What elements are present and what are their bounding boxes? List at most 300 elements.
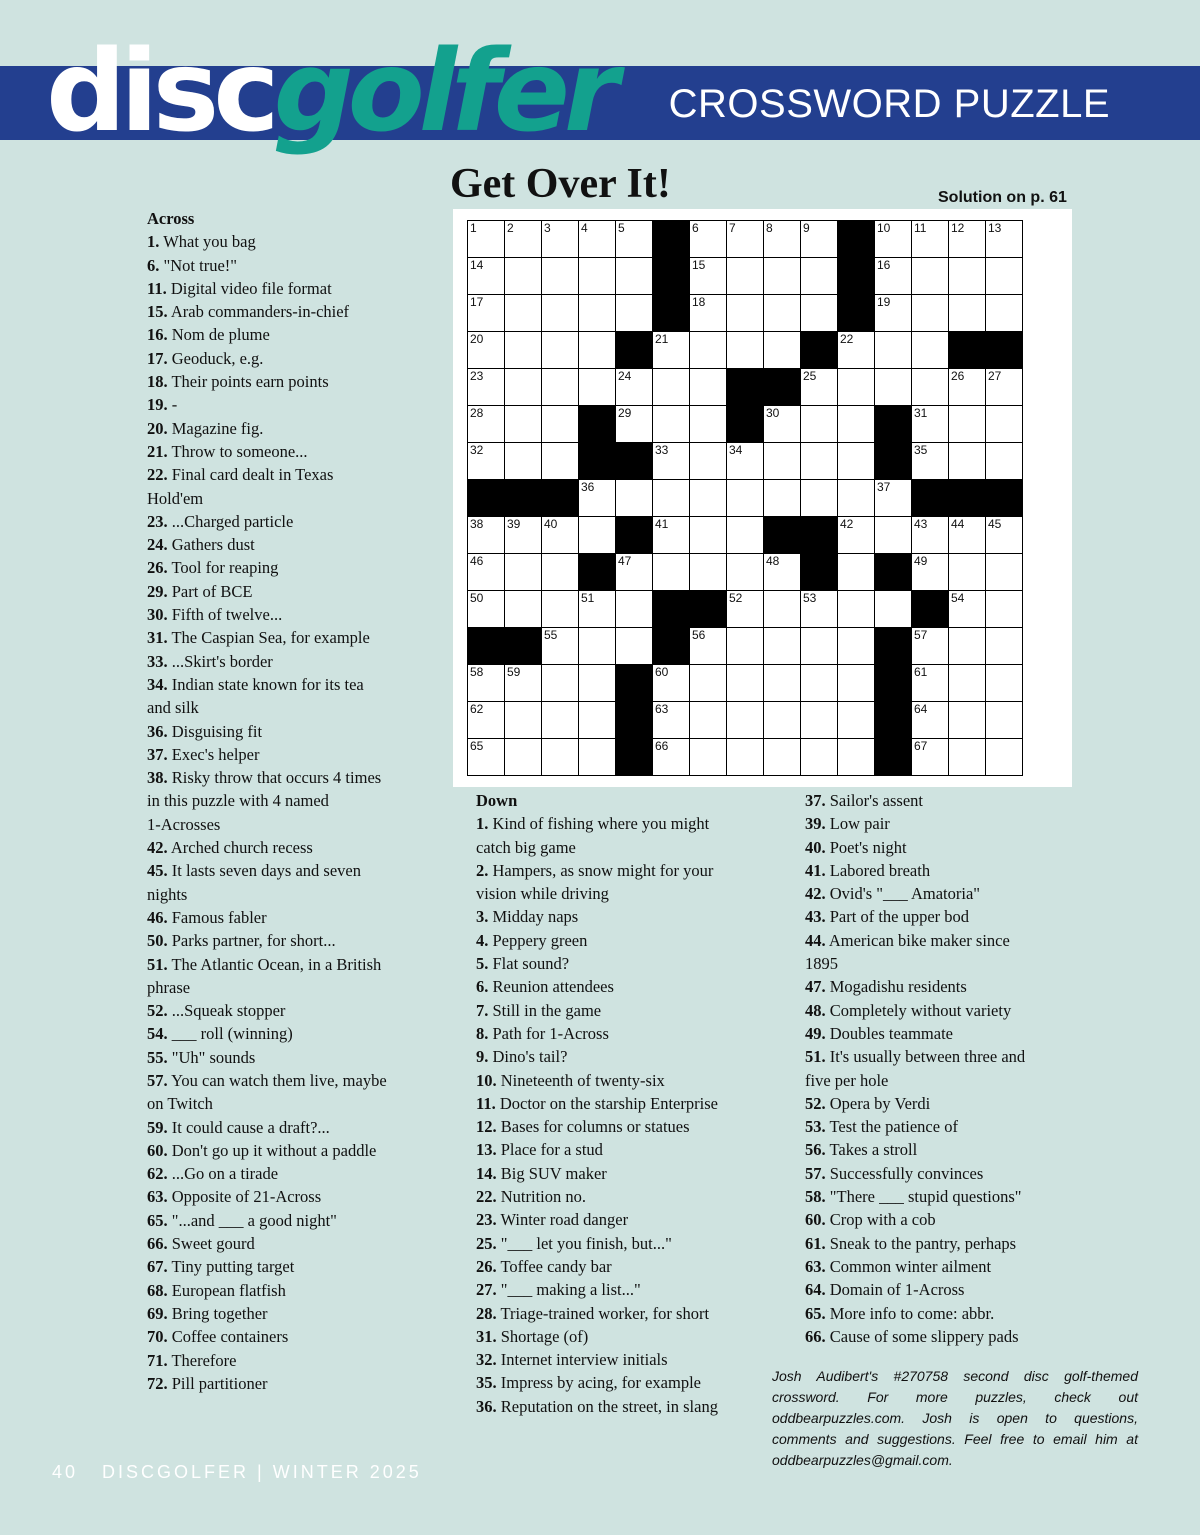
grid-block: [875, 739, 912, 776]
grid-cell: [468, 332, 505, 369]
clue-number: 21.: [147, 441, 168, 461]
clue-number: 10.: [476, 1070, 497, 1090]
cell-number: 64: [914, 702, 928, 716]
clue-number: 56.: [805, 1140, 826, 1160]
grid-cell: [912, 665, 949, 702]
grid-cell: [949, 628, 986, 665]
across-clue: 26. Tool for reaping: [147, 558, 279, 578]
grid-cell: [838, 369, 875, 406]
grid-cell: [875, 591, 912, 628]
clue-number: 60.: [147, 1140, 168, 1160]
clue-number: 66.: [805, 1326, 826, 1346]
grid-cell: [986, 406, 1023, 443]
grid-block: [505, 480, 542, 517]
grid-cell: [949, 295, 986, 332]
cell-number: 56: [692, 628, 706, 642]
grid-block: [875, 628, 912, 665]
clue-number: 37.: [147, 744, 168, 764]
grid-cell: [727, 443, 764, 480]
down-clue: 10. Nineteenth of twenty-six: [476, 1070, 665, 1090]
cell-number: 11: [914, 221, 927, 235]
down-clue: 66. Cause of some slippery pads: [805, 1326, 1019, 1346]
grid-cell: [579, 480, 616, 517]
grid-cell: [653, 554, 690, 591]
grid-cell: [727, 332, 764, 369]
across-clue: 18. Their points earn points: [147, 372, 329, 392]
grid-cell: [653, 332, 690, 369]
grid-cell: [912, 702, 949, 739]
grid-cell: [764, 258, 801, 295]
cell-number: 25: [803, 369, 817, 383]
grid-cell: [690, 665, 727, 702]
grid-cell: [616, 258, 653, 295]
grid-cell: [579, 258, 616, 295]
clue-number: 64.: [805, 1280, 826, 1300]
clue-number: 5.: [476, 954, 489, 974]
cell-number: 30: [766, 406, 780, 420]
grid-cell: [690, 369, 727, 406]
grid-cell: [542, 406, 579, 443]
grid-cell: [690, 221, 727, 258]
grid-cell: [505, 258, 542, 295]
cell-number: 42: [840, 517, 854, 531]
down-clue: 4. Peppery green: [476, 930, 588, 950]
page-footer: [52, 1462, 422, 1483]
clue-number: 1.: [147, 232, 160, 252]
across-clue: 34. Indian state known for its tea and silk: [147, 674, 364, 718]
clue-number: 25.: [476, 1233, 497, 1253]
clue-number: 11.: [147, 278, 167, 298]
grid-cell: [542, 369, 579, 406]
grid-cell: [690, 295, 727, 332]
grid-cell: [764, 480, 801, 517]
clue-number: 6.: [476, 977, 489, 997]
grid-block: [653, 221, 690, 258]
cell-number: 38: [470, 517, 484, 531]
cell-number: 62: [470, 702, 484, 716]
grid-block: [727, 369, 764, 406]
cell-number: 49: [914, 554, 928, 568]
grid-cell: [727, 258, 764, 295]
clue-number: 23.: [476, 1210, 497, 1230]
grid-cell: [727, 517, 764, 554]
grid-cell: [838, 406, 875, 443]
grid-cell: [505, 702, 542, 739]
grid-cell: [468, 443, 505, 480]
grid-cell: [838, 443, 875, 480]
grid-cell: [801, 406, 838, 443]
cell-number: 36: [581, 480, 595, 494]
grid-cell: [764, 295, 801, 332]
clue-number: 63.: [147, 1187, 168, 1207]
grid-cell: [579, 702, 616, 739]
down-clue: 49. Doubles teammate: [805, 1023, 954, 1043]
grid-cell: [912, 369, 949, 406]
across-clue: 46. Famous fabler: [147, 907, 267, 927]
cell-number: 17: [470, 295, 484, 309]
down-clue: 58. "There ___ stupid questions": [805, 1187, 1022, 1207]
clue-number: 31.: [147, 628, 168, 648]
across-clue: 16. Nom de plume: [147, 325, 270, 345]
clue-number: 60.: [805, 1210, 826, 1230]
grid-cell: [542, 258, 579, 295]
clue-number: 13.: [476, 1140, 497, 1160]
clue-number: 53.: [805, 1117, 826, 1137]
page-number: 40: [52, 1462, 79, 1482]
grid-block: [727, 406, 764, 443]
cell-number: 47: [618, 554, 632, 568]
grid-cell: [912, 406, 949, 443]
down-clue: 9. Dino's tail?: [476, 1047, 568, 1067]
down-heading: Down: [476, 791, 518, 810]
clue-number: 61.: [805, 1233, 826, 1253]
grid-cell: [542, 443, 579, 480]
across-clues: [147, 207, 417, 1395]
grid-cell: [986, 628, 1023, 665]
across-clue: 37. Exec's helper: [147, 744, 260, 764]
across-clue: 42. Arched church recess: [147, 838, 313, 858]
across-clue: 6. "Not true!": [147, 255, 237, 275]
cell-number: 63: [655, 702, 669, 716]
solution-note: Solution on p. 61: [938, 189, 1067, 206]
across-clue: 60. Don't go up it without a paddle: [147, 1140, 377, 1160]
grid-cell: [986, 554, 1023, 591]
grid-cell: [912, 628, 949, 665]
grid-cell: [690, 628, 727, 665]
grid-block: [875, 702, 912, 739]
across-clue: 20. Magazine fig.: [147, 418, 264, 438]
grid-block: [579, 554, 616, 591]
cell-number: 12: [951, 221, 965, 235]
cell-number: 22: [840, 332, 854, 346]
grid-block: [764, 517, 801, 554]
grid-cell: [690, 517, 727, 554]
down-clues-column-1: [476, 789, 776, 1418]
grid-cell: [727, 665, 764, 702]
down-clue: 12. Bases for columns or statues: [476, 1117, 690, 1137]
grid-cell: [801, 295, 838, 332]
cell-number: 34: [729, 443, 743, 457]
across-clue: 57. You can watch them live, maybe on Twitch: [147, 1070, 387, 1114]
down-clue: 11. Doctor on the starship Enterprise: [476, 1093, 718, 1113]
clue-number: 46.: [147, 907, 168, 927]
grid-cell: [616, 554, 653, 591]
across-clue: 63. Opposite of 21-Across: [147, 1187, 322, 1207]
clue-number: 41.: [805, 860, 826, 880]
grid-cell: [579, 591, 616, 628]
grid-cell: [838, 702, 875, 739]
grid-cell: [949, 591, 986, 628]
grid-cell: [468, 258, 505, 295]
grid-cell: [986, 739, 1023, 776]
down-clue: 65. More info to come: abbr.: [805, 1303, 995, 1323]
across-clue: 30. Fifth of twelve...: [147, 605, 283, 625]
down-clue: 48. Completely without variety: [805, 1000, 1012, 1020]
cell-number: 60: [655, 665, 669, 679]
grid-cell: [838, 332, 875, 369]
grid-block: [764, 369, 801, 406]
down-clue: 63. Common winter ailment: [805, 1256, 992, 1276]
clue-number: 44.: [805, 930, 826, 950]
cell-number: 21: [655, 332, 669, 346]
grid-cell: [468, 295, 505, 332]
grid-cell: [727, 480, 764, 517]
grid-cell: [764, 554, 801, 591]
grid-cell: [727, 591, 764, 628]
grid-cell: [801, 628, 838, 665]
issue-label: DISCGOLFER | WINTER 2025: [102, 1462, 422, 1482]
cell-number: 8: [766, 221, 773, 235]
grid-block: [875, 406, 912, 443]
clue-number: 12.: [476, 1117, 497, 1137]
clue-number: 29.: [147, 581, 168, 601]
cell-number: 48: [766, 554, 780, 568]
down-clue: 40. Poet's night: [805, 837, 907, 857]
grid-cell: [986, 517, 1023, 554]
grid-cell: [468, 554, 505, 591]
down-clue: 36. Reputation on the street, in slang: [476, 1396, 718, 1416]
cell-number: 16: [877, 258, 891, 272]
grid-cell: [468, 369, 505, 406]
grid-cell: [764, 406, 801, 443]
grid-cell: [875, 258, 912, 295]
clue-number: 7.: [476, 1000, 489, 1020]
grid-block: [875, 443, 912, 480]
across-clue: 21. Throw to someone...: [147, 441, 308, 461]
across-clue: 51. The Atlantic Ocean, in a British phrase: [147, 954, 382, 997]
cell-number: 55: [544, 628, 558, 642]
grid-cell: [764, 702, 801, 739]
clue-number: 26.: [476, 1256, 497, 1276]
clue-number: 14.: [476, 1163, 497, 1183]
grid-cell: [542, 332, 579, 369]
grid-cell: [838, 517, 875, 554]
grid-cell: [764, 665, 801, 702]
cell-number: 29: [618, 406, 632, 420]
grid-cell: [838, 554, 875, 591]
grid-cell: [690, 443, 727, 480]
clue-number: 6.: [147, 255, 160, 275]
grid-block: [875, 554, 912, 591]
grid-cell: [764, 443, 801, 480]
grid-cell: [912, 221, 949, 258]
grid-cell: [690, 406, 727, 443]
grid-cell: [542, 702, 579, 739]
grid-cell: [949, 517, 986, 554]
grid-block: [616, 332, 653, 369]
down-clue: 53. Test the patience of: [805, 1117, 958, 1137]
grid-block: [838, 258, 875, 295]
down-clue: 1. Kind of fishing where you might catch big game: [476, 814, 710, 857]
grid-cell: [505, 406, 542, 443]
clue-number: 51.: [805, 1047, 826, 1067]
clue-number: 68.: [147, 1280, 168, 1300]
clue-number: 30.: [147, 605, 168, 625]
grid-cell: [949, 554, 986, 591]
grid-block: [468, 628, 505, 665]
grid-block: [653, 628, 690, 665]
logo-golfer: golfer: [273, 27, 614, 157]
grid-block: [949, 332, 986, 369]
clue-number: 26.: [147, 558, 168, 578]
down-clue: 37. Sailor's assent: [805, 791, 924, 810]
grid-cell: [727, 295, 764, 332]
grid-cell: [727, 628, 764, 665]
cell-number: 4: [581, 221, 588, 235]
clue-number: 71.: [147, 1350, 168, 1370]
across-clue: 71. Therefore: [147, 1350, 237, 1370]
grid-block: [616, 443, 653, 480]
clue-number: 36.: [476, 1396, 497, 1416]
grid-cell: [986, 591, 1023, 628]
clue-number: 67.: [147, 1257, 168, 1277]
across-clue: 68. European flatfish: [147, 1280, 286, 1300]
down-clue: 32. Internet interview initials: [476, 1350, 668, 1370]
down-clue: 61. Sneak to the pantry, perhaps: [805, 1233, 1017, 1253]
clue-number: 35.: [476, 1373, 497, 1393]
grid-cell: [653, 665, 690, 702]
clue-number: 70.: [147, 1327, 168, 1347]
grid-cell: [505, 517, 542, 554]
down-clue: 3. Midday naps: [476, 907, 579, 927]
clue-number: 51.: [147, 954, 168, 974]
grid-cell: [801, 258, 838, 295]
down-clue: 44. American bike maker since 1895: [805, 930, 1010, 974]
down-clue: 23. Winter road danger: [476, 1210, 629, 1230]
across-clue: 59. It could cause a draft?...: [147, 1117, 330, 1137]
grid-cell: [838, 628, 875, 665]
cell-number: 5: [618, 221, 625, 235]
grid-cell: [949, 221, 986, 258]
clue-number: 37.: [805, 791, 826, 810]
clue-number: 62.: [147, 1164, 168, 1184]
grid-block: [912, 591, 949, 628]
clue-number: 57.: [805, 1163, 826, 1183]
grid-block: [838, 295, 875, 332]
grid-cell: [690, 702, 727, 739]
down-clue: 64. Domain of 1-Across: [805, 1280, 965, 1300]
cell-number: 41: [655, 517, 669, 531]
across-clue: 33. ...Skirt's border: [147, 651, 273, 671]
across-clue: 66. Sweet gourd: [147, 1234, 255, 1254]
grid-cell: [764, 628, 801, 665]
grid-cell: [616, 221, 653, 258]
cell-number: 18: [692, 295, 706, 309]
grid-cell: [912, 295, 949, 332]
clue-number: 22.: [147, 465, 168, 485]
cell-number: 27: [988, 369, 1002, 383]
grid-cell: [579, 517, 616, 554]
grid-cell: [579, 665, 616, 702]
grid-block: [616, 702, 653, 739]
down-clue: 51. It's usually between three and five per hole: [805, 1047, 1026, 1090]
across-clue: 15. Arab commanders-in-chief: [147, 302, 350, 322]
grid-cell: [579, 628, 616, 665]
grid-cell: [579, 295, 616, 332]
grid-cell: [875, 369, 912, 406]
cell-number: 1: [470, 221, 477, 235]
cell-number: 52: [729, 591, 743, 605]
cell-number: 44: [951, 517, 965, 531]
grid-cell: [875, 517, 912, 554]
grid-cell: [875, 332, 912, 369]
grid-block: [912, 480, 949, 517]
grid-cell: [986, 258, 1023, 295]
grid-cell: [616, 591, 653, 628]
grid-block: [579, 443, 616, 480]
down-clue: 13. Place for a stud: [476, 1140, 603, 1160]
grid-cell: [579, 369, 616, 406]
across-clue: 24. Gathers dust: [147, 535, 255, 555]
grid-cell: [727, 554, 764, 591]
cell-number: 40: [544, 517, 558, 531]
grid-cell: [912, 443, 949, 480]
grid-cell: [468, 406, 505, 443]
clue-number: 4.: [476, 930, 489, 950]
grid-cell: [727, 221, 764, 258]
cell-number: 10: [877, 221, 891, 235]
grid-cell: [542, 739, 579, 776]
clue-number: 17.: [147, 348, 168, 368]
grid-cell: [986, 702, 1023, 739]
grid-cell: [690, 332, 727, 369]
clue-number: 66.: [147, 1234, 168, 1254]
clue-number: 27.: [476, 1280, 497, 1300]
clue-number: 45.: [147, 861, 168, 881]
cell-number: 66: [655, 739, 669, 753]
across-clue: 29. Part of BCE: [147, 581, 253, 601]
clue-number: 2.: [476, 860, 489, 880]
grid-block: [690, 591, 727, 628]
grid-cell: [579, 332, 616, 369]
clue-number: 36.: [147, 721, 168, 741]
clue-number: 22.: [476, 1187, 497, 1207]
grid-cell: [764, 739, 801, 776]
grid-block: [468, 480, 505, 517]
grid-cell: [505, 739, 542, 776]
grid-cell: [542, 517, 579, 554]
cell-number: 59: [507, 665, 521, 679]
across-clue: 19. -: [147, 395, 178, 415]
grid-cell: [949, 702, 986, 739]
grid-cell: [690, 739, 727, 776]
cell-number: 19: [877, 295, 891, 309]
across-clue: 50. Parks partner, for short...: [147, 931, 336, 951]
down-clue: 60. Crop with a cob: [805, 1210, 936, 1230]
grid-cell: [838, 665, 875, 702]
cell-number: 31: [914, 406, 928, 420]
cell-number: 65: [470, 739, 484, 753]
grid-block: [505, 628, 542, 665]
grid-cell: [468, 591, 505, 628]
clue-number: 20.: [147, 418, 168, 438]
grid-cell: [468, 739, 505, 776]
grid-block: [579, 406, 616, 443]
grid-cell: [653, 517, 690, 554]
clue-number: 31.: [476, 1326, 497, 1346]
grid-block: [986, 480, 1023, 517]
clue-number: 32.: [476, 1350, 497, 1370]
grid-cell: [801, 443, 838, 480]
down-clue: 41. Labored breath: [805, 860, 931, 880]
clue-number: 59.: [147, 1117, 168, 1137]
cell-number: 53: [803, 591, 817, 605]
clue-number: 42.: [805, 884, 826, 904]
grid-cell: [875, 295, 912, 332]
cell-number: 45: [988, 517, 1002, 531]
clue-number: 42.: [147, 838, 168, 858]
cell-number: 24: [618, 369, 632, 383]
